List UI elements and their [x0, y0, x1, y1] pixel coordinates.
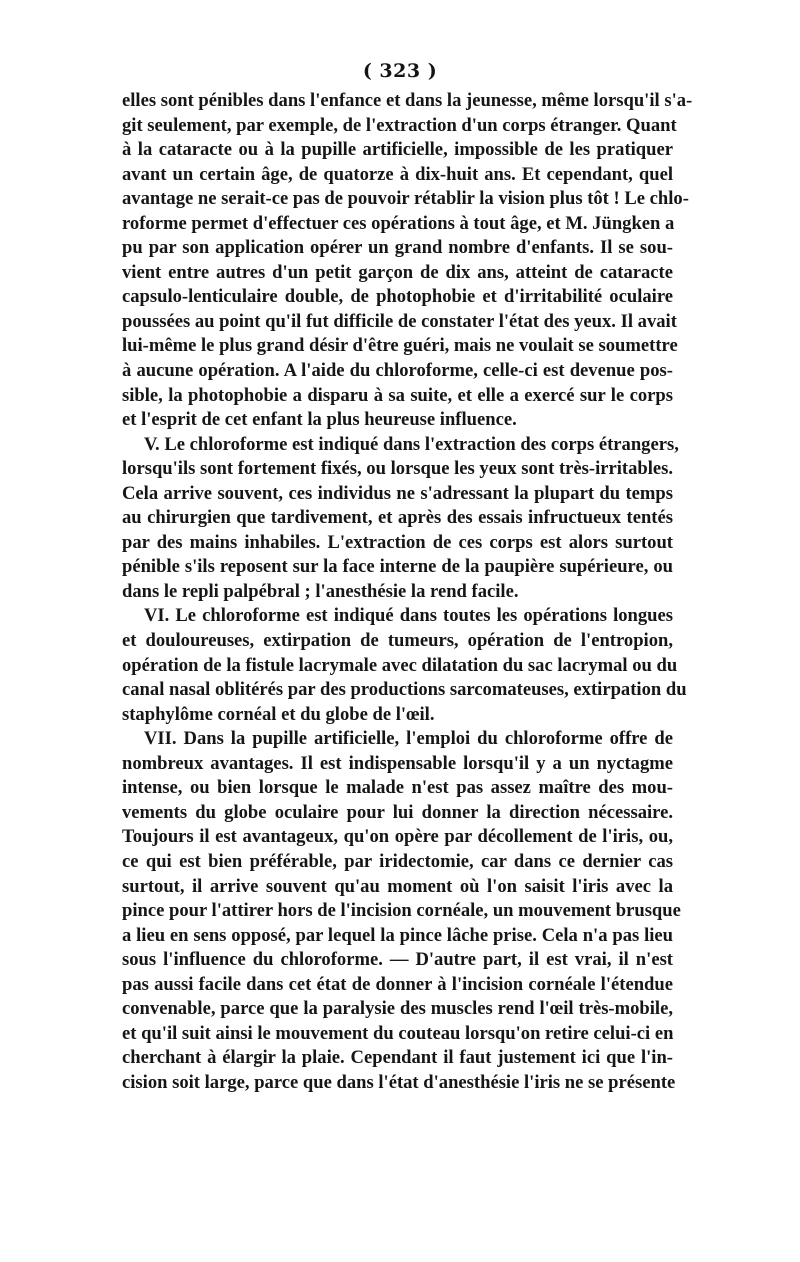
text-line: lorsqu'ils sont fortement fixés, ou lorsque les yeux sont très-irritables. — [122, 458, 674, 480]
text-line: à la cataracte ou à la pupille artificielle, impossible de les pratiquer — [122, 139, 673, 161]
text-line: et l'esprit de cet enfant la plus heureuse influence. — [122, 409, 517, 431]
text-line: nombreux avantages. Il est indispensable lorsqu'il y a un nyctagme — [122, 752, 673, 774]
text-line: et douloureuses, extirpation de tumeurs, opération de l'entropion, — [122, 630, 673, 652]
text-line: Toujours il est avantageux, qu'on opère par décollement de l'iris, ou, — [122, 826, 673, 848]
text-line: à aucune opération. A l'aide du chloroforme, celle-ci est devenue pos- — [122, 360, 673, 382]
text-line: convenable, parce que la paralysie des muscles rend l'œil très-mobile, — [122, 998, 673, 1020]
text-line: pas aussi facile dans cet état de donner à l'incision cornéale l'étendue — [122, 973, 673, 995]
text-line: cision soit large, parce que dans l'état d'anesthésie l'iris ne se présente — [122, 1071, 676, 1093]
text-line: pince pour l'attirer hors de l'incision cornéale, un mouvement brusque — [122, 900, 681, 922]
text-line: vient entre autres d'un petit garçon de dix ans, atteint de cataracte — [122, 261, 673, 283]
text-line: canal nasal oblitérés par des productions sarcomateuses, extirpation du — [122, 679, 687, 701]
text-line: sous l'influence du chloroforme. — D'autre part, il est vrai, il n'est — [122, 949, 673, 971]
text-line: intense, ou bien lorsque le malade n'est pas assez maître des mou- — [122, 777, 673, 799]
section-vi-start: VI. Le chloroforme est indiqué dans toutes les opérations longues — [144, 605, 673, 627]
text-line: avant un certain âge, de quatorze à dix-huit ans. Et cependant, quel — [122, 163, 673, 185]
text-line: roforme permet d'effectuer ces opérations à tout âge, et M. Jüngken a — [122, 212, 675, 234]
text-line: pénible s'ils reposent sur la face interne de la paupière supérieure, ou — [122, 556, 673, 578]
text-line: elles sont pénibles dans l'enfance et dans la jeunesse, même lorsqu'il s'a- — [122, 90, 693, 111]
text-line: sible, la photophobie a disparu à sa suite, et elle a exercé sur le corps — [122, 384, 673, 406]
text-line: surtout, il arrive souvent qu'au moment où l'on saisit l'iris avec la — [122, 875, 673, 897]
text-line: vements du globe oculaire pour lui donner la direction nécessaire. — [122, 801, 673, 823]
text-line: par des mains inhabiles. L'extraction de ces corps est alors surtout — [122, 531, 673, 553]
text-line: opération de la fistule lacrymale avec dilatation du sac lacrymal ou du — [122, 654, 678, 676]
text-line: avantage ne serait-ce pas de pouvoir rétablir la vision plus tôt ! Le chlo- — [122, 188, 689, 210]
text-line: et qu'il suit ainsi le mouvement du couteau lorsqu'on retire celui-ci en — [122, 1022, 674, 1044]
section-v-start: V. Le chloroforme est indiqué dans l'extraction des corps étrangers, — [144, 433, 679, 455]
text-line: ce qui est bien préférable, par iridectomie, car dans ce dernier cas — [122, 850, 673, 872]
text-line: dans le repli palpébral ; l'anesthésie la rend facile. — [122, 580, 519, 602]
text-line: a lieu en sens opposé, par lequel la pince lâche prise. Cela n'a pas lieu — [122, 924, 673, 946]
text-line: git seulement, par exemple, de l'extraction d'un corps étranger. Quant — [122, 114, 677, 136]
text-line: au chirurgien que tardivement, et après des essais infructueux tentés — [122, 507, 673, 529]
text-line: Cela arrive souvent, ces individus ne s'adressant la plupart du temps — [122, 482, 673, 504]
text-line: lui-même le plus grand désir d'être guéri, mais ne voulait se soumettre — [122, 335, 678, 357]
body-text — [122, 89, 693, 1095]
section-vii-start: VII. Dans la pupille artificielle, l'emploi du chloroforme offre de — [144, 728, 673, 750]
text-line: staphylôme cornéal et du globe de l'œil. — [122, 703, 435, 725]
text-line: pu par son application opérer un grand nombre d'enfants. Il se sou- — [122, 237, 673, 259]
page-number: ( 323 ) — [362, 60, 438, 82]
text-line: capsulo-lenticulaire double, de photophobie et d'irritabilité oculaire — [122, 286, 673, 308]
text-line: cherchant à élargir la plaie. Cependant il faut justement ici que l'in- — [122, 1047, 673, 1069]
text-line: poussées au point qu'il fut difficile de constater l'état des yeux. Il avait — [122, 310, 677, 332]
